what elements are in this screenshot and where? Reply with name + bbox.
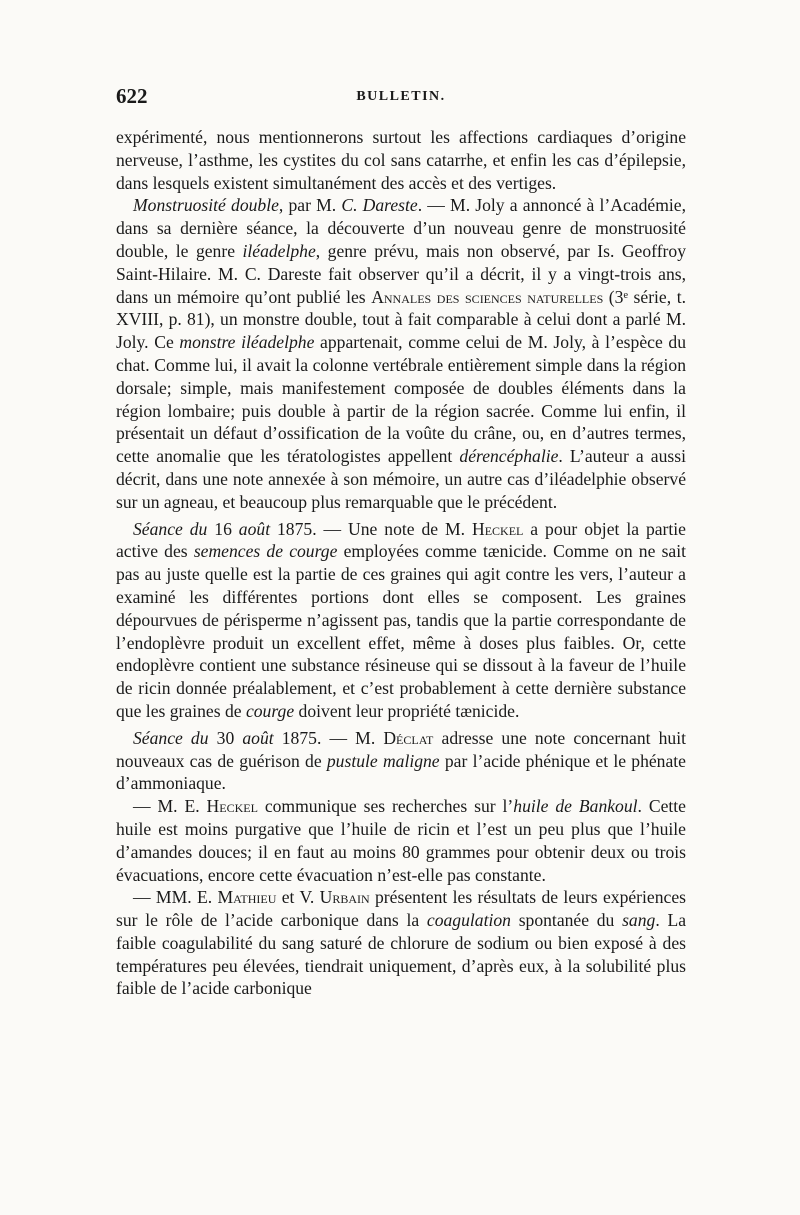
text-run: doivent leur propriété tænicide. bbox=[294, 700, 520, 721]
italic-run: dérencéphalie bbox=[459, 446, 559, 467]
text-run: a pour objet la partie active des bbox=[116, 518, 686, 562]
italic-run: monstre iléadelphe bbox=[179, 332, 315, 353]
italic-run: semences de courge bbox=[193, 541, 338, 562]
paragraph-continuation bbox=[116, 126, 686, 194]
small-caps-run: Heckel bbox=[472, 518, 524, 539]
italic-run: C. Dareste bbox=[341, 195, 418, 216]
italic-run: Séance du bbox=[133, 518, 208, 539]
text-run: . Cette huile est moins purgative que l’huile de ricin et l’est un peu plus que l’huile d’amandes douces; il en faut au moins 80 grammes pour obtenir deux ou trois évacuations, encore cette évacuation n’est-elle pas constante. bbox=[116, 796, 686, 885]
text-run: . La faible coagulabilité du sang saturé de chlorure de sodium ou bien exposé à des températures peu élevées, tiendrait uniquement, d’après eux, à la solubilité plus faible de l’acide carbonique bbox=[116, 910, 687, 999]
italic-run: août bbox=[242, 727, 274, 748]
page-header bbox=[116, 84, 686, 114]
text-run: (3ᵉ série, t. XVIII, p. 81), un monstre double, tout à fait comparable à celui dont a parlé M. Joly. Ce bbox=[116, 286, 686, 353]
italic-run: huile de Bankoul bbox=[513, 796, 638, 817]
italic-run: pustule maligne bbox=[326, 750, 440, 771]
small-caps-run: Urbain bbox=[319, 887, 370, 908]
text-run: . L’auteur a aussi décrit, dans une note annexée à son mémoire, un autre cas d’iléadelphie observé sur un agneau, et beaucoup plus remarquable que le précédent. bbox=[116, 446, 686, 512]
paragraph-seance-16-aout bbox=[116, 518, 686, 723]
paragraph-acide-carbonique bbox=[116, 886, 686, 1000]
text-run: 16 bbox=[207, 518, 239, 539]
text-run: 30 bbox=[208, 727, 243, 748]
text-run: communique ses recherches sur l’ bbox=[257, 796, 514, 817]
italic-run: sang bbox=[622, 910, 656, 931]
text-run: — MM. E. bbox=[133, 887, 218, 908]
italic-run: Séance du bbox=[133, 727, 209, 748]
italic-run: août bbox=[238, 518, 271, 539]
italic-run: Monstruosité double bbox=[133, 195, 279, 216]
text-run: — M. E. bbox=[133, 796, 207, 817]
text-run: employées comme tænicide. Comme on ne sait pas au juste quelle est la partie de ces graines qui agit contre les vers, l’auteur a examiné les différentes portions dont elles se composent. Les graines dépourvues de périsperme n’agissent pas, tandis que la partie correspondante de l’endoplèvre produit un excellent effet, même à doses plus faibles. Or, cette endoplèvre contient une substance résineuse qui se dissout à la faveur de l’huile de ricin donnée préalablement, et c’est probablement à cette dernière substance que les graines de bbox=[116, 541, 686, 721]
text-run: appartenait, comme celui de M. Joly, à l’espèce du chat. Comme lui, il avait la colonne vertébrale entièrement simple dans la région dorsale; simple, mais manifestement composée de doubles éléments dans la région lombaire; puis double à partir de la région sacrée. Comme lui enfin, il présentait un défaut d’ossification de la voûte du crâne, ou, en d’autres termes, cette anomalie que les tératologistes appellent bbox=[116, 332, 686, 467]
small-caps-run: Mathieu bbox=[217, 887, 277, 908]
paragraph-monstruosite-double bbox=[116, 194, 686, 513]
text-run: 1875. — M. bbox=[273, 727, 384, 748]
text-run: , genre prévu, mais non observé, par Is. Geoffroy Saint-Hilaire. M. C. Dareste fait observer qu’il a décrit, il y a vingt-trois ans, dans un mémoire qu’ont publié les bbox=[116, 240, 687, 307]
paragraph-huile-de-bankoul bbox=[116, 795, 686, 886]
body-text bbox=[116, 126, 686, 1000]
text-run: par l’acide phénique et le phénate d’ammoniaque. bbox=[116, 750, 686, 794]
text-run: présentent les résultats de leurs expériences sur le rôle de l’acide carbonique dans la bbox=[116, 887, 686, 931]
small-caps-run: Heckel bbox=[206, 796, 258, 817]
italic-run: courge bbox=[245, 700, 295, 721]
running-title: BULLETIN. bbox=[356, 89, 446, 104]
text-run: spontanée du bbox=[510, 910, 623, 931]
italic-run: iléadelphe bbox=[242, 240, 316, 261]
italic-run: coagulation bbox=[426, 910, 511, 931]
text-run: , par M. bbox=[278, 195, 342, 216]
text-run: adresse une note concernant huit nouveaux cas de guérison de bbox=[116, 727, 686, 771]
text-run: expérimenté, nous mentionnerons surtout les affections cardiaques d’origine nerveuse, l’asthme, les cystites du col sans catarrhe, et enfin les cas d’épilepsie, dans lesquels existent simultanément des accès et des vertiges. bbox=[116, 127, 686, 193]
text-run: . — M. Joly a annoncé à l’Académie, dans sa dernière séance, la découverte d’un nouveau genre de monstruosité double, le genre bbox=[116, 195, 686, 261]
small-caps-run: Déclat bbox=[383, 727, 434, 748]
page-number: 622 bbox=[116, 84, 148, 108]
text-run: 1875. — Une note de M. bbox=[270, 518, 472, 539]
small-caps-run: Annales des sciences naturelles bbox=[371, 286, 604, 307]
paragraph-seance-30-aout bbox=[116, 727, 686, 795]
text-run: et V. bbox=[276, 887, 320, 908]
